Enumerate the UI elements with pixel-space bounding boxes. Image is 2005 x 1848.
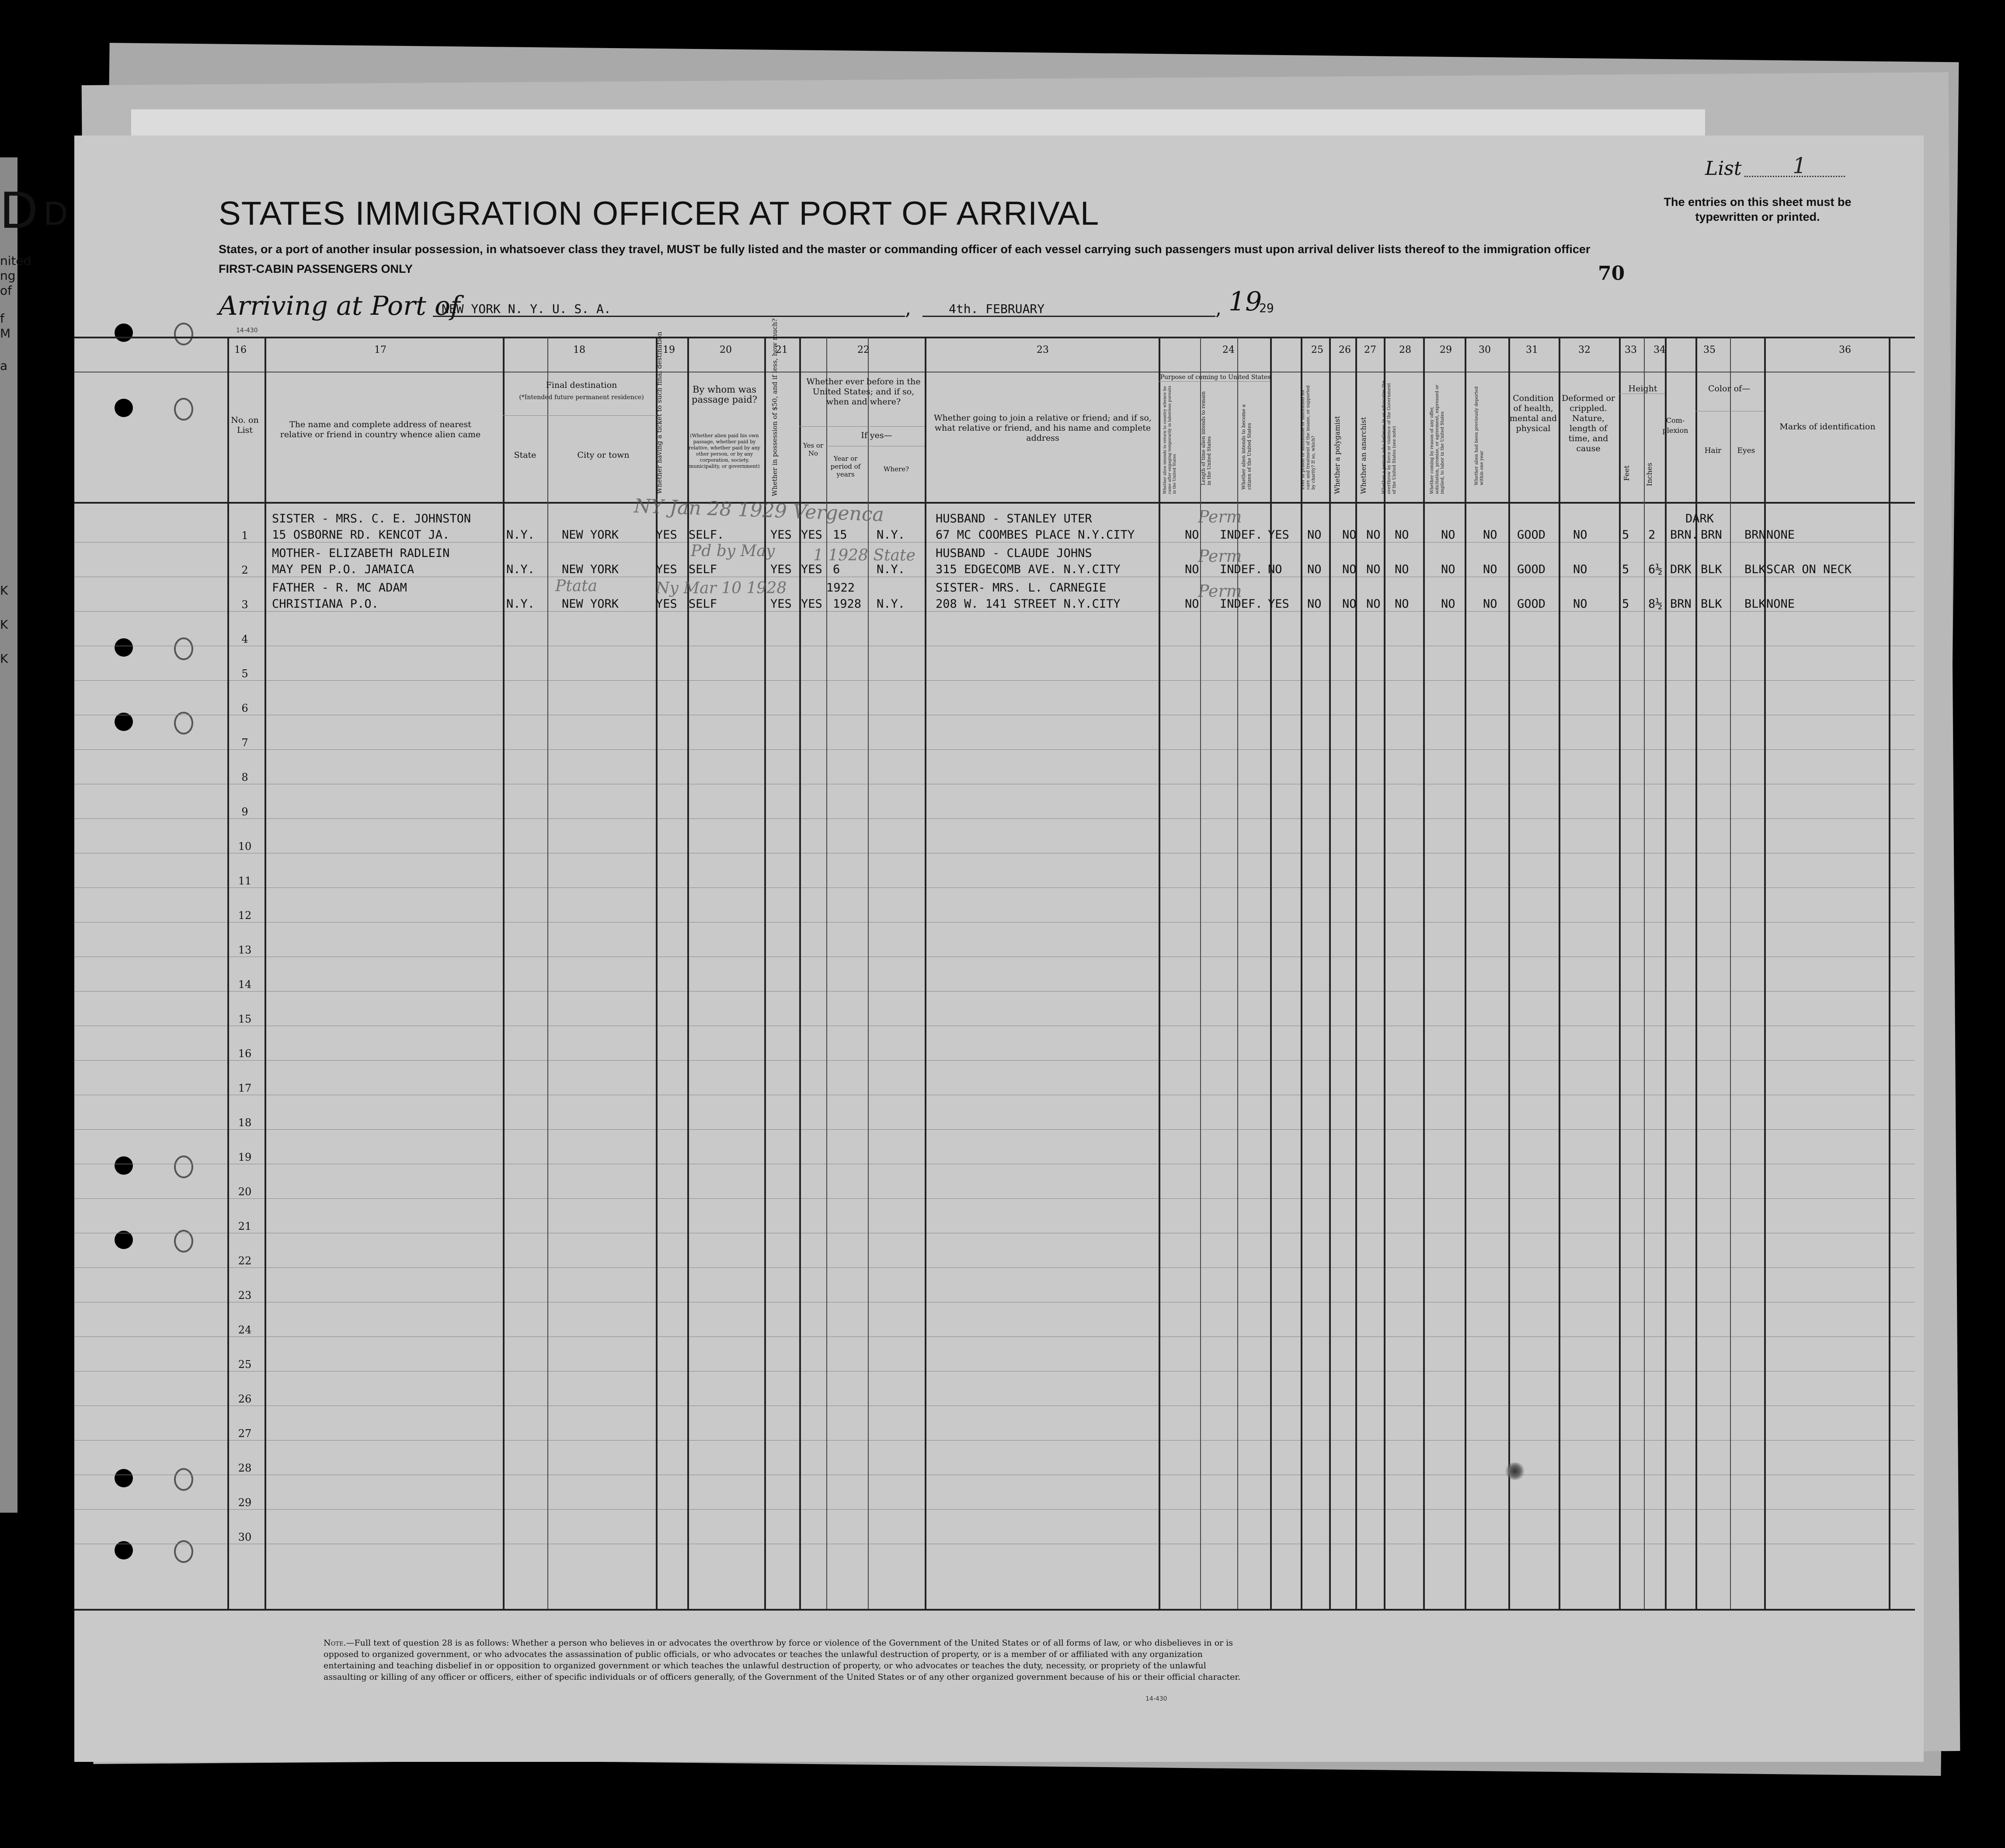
date-underline <box>922 316 1215 317</box>
header-hair: Hair <box>1704 446 1722 455</box>
cell-length: INDEF. <box>1220 597 1263 611</box>
cell-citizen: YES <box>1268 528 1289 542</box>
header-height: Height <box>1628 384 1657 393</box>
list-number: 1 <box>1793 153 1807 178</box>
column-rule <box>1200 338 1201 1609</box>
row-number: 10 <box>238 840 252 853</box>
column-number: 23 <box>1037 345 1049 355</box>
punch-hole-outline <box>174 1155 193 1178</box>
cell-return: NO <box>1185 563 1199 576</box>
header-return-intent: Whether alien intends to return to country whence he came after engaging temporarily in laborious pursuits in the United States <box>1163 386 1177 494</box>
header-eyes: Eyes <box>1737 446 1755 455</box>
column-rule <box>1384 338 1385 1609</box>
column-rule <box>1730 338 1731 1609</box>
punch-hole-outline <box>174 323 193 345</box>
header-bottom-rule <box>74 502 1915 504</box>
row-rule <box>74 1060 1915 1061</box>
cell-state: N.Y. <box>506 597 535 611</box>
arrival-port: NEW YORK N. Y. U. S. A. <box>442 302 611 316</box>
cell-years: 15 <box>833 528 847 542</box>
cell-return: NO <box>1185 597 1199 611</box>
column-rule <box>1508 338 1510 1609</box>
column-number: 20 <box>720 345 732 355</box>
cell-deformed: NO <box>1573 597 1587 611</box>
cell-deported: NO <box>1483 563 1497 576</box>
cell-complexion: DRK <box>1670 563 1692 576</box>
header-city: City or town <box>577 450 630 460</box>
cell-join-line2: 67 MC COOMBES PLACE N.Y.CITY <box>936 528 1135 542</box>
column-rule <box>1465 338 1466 1609</box>
cell-anarchist: NO <box>1366 597 1381 611</box>
cell-overthrow: NO <box>1395 563 1409 576</box>
header-passage-note: (Whether alien paid his own passage, whether paid by relative, whether paid by any other person, or by any corporation, society, municipality, or government) <box>689 433 760 469</box>
row-rule <box>74 1198 1915 1199</box>
cell-offer: NO <box>1441 563 1455 576</box>
row-rule <box>74 887 1915 888</box>
column-number: 31 <box>1526 345 1538 355</box>
cell-relative-line2: 15 OSBORNE RD. KENCOT JA. <box>272 528 450 542</box>
row-number: 12 <box>238 909 252 922</box>
cell-citizen: NO <box>1268 563 1282 576</box>
row-number: 2 <box>241 564 248 576</box>
cell-where: N.Y. <box>877 597 905 611</box>
header-purpose: Purpose of coming to United States <box>1160 374 1271 381</box>
cell-money: YES <box>770 597 792 611</box>
column-rule <box>1559 338 1560 1609</box>
cell-relative-line1: FATHER - R. MC ADAM <box>272 581 407 595</box>
row-number: 29 <box>238 1496 252 1509</box>
column-number: 26 <box>1339 345 1351 355</box>
header-anarchist: Whether an anarchist <box>1359 417 1368 494</box>
cell-anarchist: NO <box>1366 528 1381 542</box>
fragment-text: a <box>0 358 8 373</box>
header-overthrow: Whether a person who believes in or advocates the overthrow by force or violence of the Government of the United States (see note) <box>1382 380 1397 494</box>
row-number: 8 <box>241 771 248 783</box>
cell-years-top: 1922 <box>826 581 855 595</box>
header-health: Condition of health, mental and physical <box>1509 393 1557 433</box>
cell-health: GOOD <box>1517 528 1546 542</box>
header-citizen-intent: Whether alien intends to become a citizen of the United States <box>1241 404 1252 490</box>
column-number: 29 <box>1440 345 1452 355</box>
row-rule <box>74 1267 1915 1268</box>
column-rule <box>925 338 926 1609</box>
cell-complexion: BRN <box>1670 597 1692 611</box>
cell-city: NEW YORK <box>562 563 619 576</box>
row-number: 23 <box>238 1289 252 1302</box>
cell-ticket: YES <box>656 563 677 576</box>
cell-eyes: BLK <box>1744 597 1766 611</box>
header-length-of-stay: Length of time alien intends to remain in the United States <box>1201 391 1212 485</box>
cell-relative-line1: MOTHER- ELIZABETH RADLEIN <box>272 546 450 560</box>
cell-inches: 8½ <box>1648 597 1663 611</box>
row-rule <box>74 680 1915 681</box>
header-if-yes: If yes— <box>861 431 892 440</box>
title-fragment: D <box>44 195 68 232</box>
row-rule <box>74 818 1915 819</box>
row-number: 27 <box>238 1427 252 1440</box>
cell-polygamist: NO <box>1342 597 1357 611</box>
header-deported: Whether alien had been previously deported within one year <box>1474 386 1484 485</box>
row-number: 24 <box>238 1324 252 1336</box>
cell-offer: NO <box>1441 528 1455 542</box>
row-number: 5 <box>241 668 248 680</box>
list-label: List <box>1705 157 1742 180</box>
handwritten-note: NY Jan 28 1929 Vergenca <box>634 495 884 526</box>
header-marks: Marks of identification <box>1779 422 1876 432</box>
header-final-destination: Final destination <box>546 380 617 390</box>
cell-money: YES <box>770 563 792 576</box>
cell-where: N.Y. <box>877 528 905 542</box>
fragment-text: nited <box>0 254 31 268</box>
cell-health: GOOD <box>1517 597 1546 611</box>
row-number: 22 <box>238 1255 252 1267</box>
year-prefix: 19 <box>1229 286 1262 317</box>
header-relative-address: The name and complete address of nearest relative or friend in country whence alien came <box>280 420 481 439</box>
header-passage-paid: By whom was passage paid? <box>692 384 757 405</box>
column-number: 17 <box>374 345 386 355</box>
row-number: 14 <box>238 978 252 991</box>
adjacent-page-letter: D <box>0 181 38 239</box>
subheader-rule <box>799 426 925 427</box>
cell-complexion: BRN. <box>1670 528 1699 542</box>
handwritten-note: Ny Mar 10 1928 <box>656 579 787 597</box>
cell-eyes: BRN <box>1744 528 1766 542</box>
header-list-number: No. on List <box>231 415 259 435</box>
cell-join-line1: HUSBAND - STANLEY UTER <box>936 512 1092 526</box>
header-money: Whether in possession of $50, and if less, how much? <box>771 318 779 496</box>
cell-ticket: YES <box>656 528 677 542</box>
header-polygamist: Whether a polygamist <box>1333 416 1341 494</box>
row-rule <box>74 611 1915 612</box>
row-number: 16 <box>238 1048 252 1060</box>
column-rule <box>1159 338 1160 1609</box>
row-number: 26 <box>238 1393 252 1405</box>
column-number: 27 <box>1364 345 1376 355</box>
fragment-text: ng of <box>0 268 16 298</box>
cell-city: NEW YORK <box>562 528 619 542</box>
handwritten-note: Perm <box>1198 546 1242 566</box>
comma: , <box>1215 297 1222 320</box>
cell-marks: NONE <box>1766 597 1795 611</box>
punch-hole-outline <box>174 398 193 421</box>
column-rule <box>1665 338 1667 1609</box>
column-rule <box>227 338 229 1609</box>
header-join-relative: Whether going to join a relative or friend; and if so, what relative or friend, and his name and complete address <box>934 413 1152 443</box>
adjacent-page-fragment <box>0 181 38 666</box>
cell-deformed: NO <box>1573 528 1587 542</box>
ink-smudge <box>1504 1462 1526 1480</box>
row-number: 4 <box>241 633 248 645</box>
row-number: 17 <box>238 1082 252 1094</box>
column-rule <box>1423 338 1425 1609</box>
column-number: 32 <box>1578 345 1591 355</box>
cell-citizen: YES <box>1268 597 1289 611</box>
column-rule <box>868 338 869 1609</box>
paper-stack-top-edge <box>131 109 1705 136</box>
cell-overthrow: NO <box>1395 528 1409 542</box>
row-rule <box>74 991 1915 992</box>
cell-paid-by: SELF. <box>689 528 724 542</box>
fragment-text: f <box>0 311 4 326</box>
column-number: 35 <box>1703 345 1716 355</box>
page-title: STATES IMMIGRATION OFFICER AT PORT OF ARRIVAL <box>219 195 1100 232</box>
column-number: 33 <box>1625 345 1637 355</box>
handwritten-note: Pd by May <box>691 542 775 560</box>
cell-before: YES <box>801 528 822 542</box>
port-underline <box>433 316 905 317</box>
header-inches: Inches <box>1645 463 1653 486</box>
fragment-text: M <box>0 326 11 341</box>
cell-return: NO <box>1185 528 1199 542</box>
column-number: 18 <box>573 345 585 355</box>
handwritten-note: Perm <box>1198 507 1242 526</box>
manifest-sheet <box>74 136 1924 1762</box>
fragment-text: K <box>0 617 8 632</box>
cell-length: INDEF. <box>1220 528 1263 542</box>
cell-where: N.Y. <box>877 563 905 576</box>
row-rule <box>74 1509 1915 1510</box>
column-number: 22 <box>857 345 870 355</box>
header-color-of: Color of— <box>1708 384 1751 393</box>
column-rule <box>1301 338 1302 1609</box>
column-rule <box>1329 338 1331 1609</box>
cell-overthrow: NO <box>1395 597 1409 611</box>
question-28-footnote <box>324 1637 1242 1683</box>
row-number: 28 <box>238 1462 252 1474</box>
column-rule <box>265 338 266 1609</box>
column-rule <box>1619 338 1621 1609</box>
cell-hair: BLK <box>1701 597 1722 611</box>
column-number: 36 <box>1839 345 1851 355</box>
arrival-date: 4th. FEBRUARY <box>949 302 1045 316</box>
comma: , <box>905 297 911 320</box>
row-number: 18 <box>238 1117 252 1129</box>
header-prison: Ever in prison or almshouse or institution for care and treatment of the insane, or supported by charity? If so, which? <box>1301 385 1316 490</box>
fragment-text: K <box>0 651 8 666</box>
punch-hole-outline <box>174 1468 193 1491</box>
punch-hole <box>115 713 133 731</box>
cell-relative-line2: MAY PEN P.O. JAMAICA <box>272 563 414 576</box>
row-number: 13 <box>238 944 252 956</box>
column-number: 19 <box>663 345 675 355</box>
column-number: 16 <box>234 345 247 355</box>
cell-prison: NO <box>1307 563 1322 576</box>
handwritten-note: Ptata <box>555 577 598 595</box>
punch-hole <box>115 1469 133 1487</box>
table-bottom-rule <box>74 1609 1915 1611</box>
cell-join-line1: HUSBAND - CLAUDE JOHNS <box>936 546 1092 560</box>
row-number: 19 <box>238 1151 252 1163</box>
cell-before: YES <box>801 563 822 576</box>
cell-paid-by: SELF <box>689 597 717 611</box>
cell-eyes: BLK <box>1744 563 1766 576</box>
cell-polygamist: NO <box>1342 528 1357 542</box>
cell-ticket: YES <box>656 597 677 611</box>
cell-hair: BLK <box>1701 563 1722 576</box>
cell-feet: 5 <box>1622 597 1629 611</box>
instruction-text: States, or a port of another insular possession, in whatsoever class they travel, MUST be fully listed and the master or commanding officer of each vessel carrying such passengers must upon arrival deliver lists thereof to the immigration officer <box>219 243 1591 256</box>
cell-health: GOOD <box>1517 563 1546 576</box>
header-labor-offer: Whether coming by reason of any offer, solicitation, promise, or agreement, expressed or implied, to labor in the United States <box>1430 384 1445 494</box>
column-rule <box>1644 338 1645 1609</box>
row-number: 15 <box>238 1013 252 1025</box>
header-deformed: Deformed or crippled. Nature, length of time, and cause <box>1561 393 1615 453</box>
row-number: 3 <box>241 599 248 611</box>
header-feet: Feet <box>1622 465 1631 481</box>
punch-hole-outline <box>174 637 193 660</box>
punch-hole <box>115 638 133 657</box>
cell-deformed: NO <box>1573 563 1587 576</box>
row-number: 30 <box>238 1531 252 1543</box>
punch-hole <box>115 399 133 417</box>
arriving-label: Arriving at Port of <box>219 291 460 321</box>
row-number: 20 <box>238 1186 252 1198</box>
column-rule <box>1889 338 1890 1609</box>
header-years: Year or period of years <box>830 455 861 478</box>
cell-join-line2: 208 W. 141 STREET N.Y.CITY <box>936 597 1121 611</box>
cell-paid-by: SELF <box>689 563 717 576</box>
footer-form-number: 14-430 <box>1145 1695 1167 1702</box>
column-rule <box>764 338 766 1609</box>
column-number: 25 <box>1311 345 1323 355</box>
cell-years: 1928 <box>833 597 862 611</box>
column-number: 34 <box>1653 345 1666 355</box>
header-ticket: Whether having a ticket to such final destination <box>655 331 663 494</box>
header-where: Where? <box>883 465 909 473</box>
cell-state: N.Y. <box>506 563 535 576</box>
cell-before: YES <box>801 597 822 611</box>
column-number: 21 <box>776 345 788 355</box>
cell-complexion-top: DARK <box>1685 512 1714 526</box>
cell-marks: NONE <box>1766 528 1795 542</box>
cell-prison: NO <box>1307 528 1322 542</box>
cell-anarchist: NO <box>1366 563 1381 576</box>
row-rule <box>74 1129 1915 1130</box>
row-number: 21 <box>238 1220 252 1232</box>
cell-offer: NO <box>1441 597 1455 611</box>
punch-hole <box>115 1231 133 1249</box>
subheader-rule <box>503 415 658 416</box>
cell-state: N.Y. <box>506 528 535 542</box>
header-state: State <box>514 450 536 460</box>
sheet-number: 70 <box>1598 262 1625 285</box>
table-top-rule <box>74 337 1915 338</box>
header-before-in-us: Whether ever before in the United States; and if so, when and where? <box>806 377 921 407</box>
cell-polygamist: NO <box>1342 563 1357 576</box>
cell-deported: NO <box>1483 597 1497 611</box>
row-rule <box>74 1336 1915 1337</box>
column-number: 28 <box>1399 345 1411 355</box>
cell-join-line1: SISTER- MRS. L. CARNEGIE <box>936 581 1107 595</box>
cell-length: INDEF. <box>1220 563 1263 576</box>
cell-hair: BRN <box>1701 528 1722 542</box>
cell-relative-line2: CHRISTIANA P.O. <box>272 597 379 611</box>
row-number: 1 <box>241 529 248 542</box>
cell-years: 6 <box>833 563 840 576</box>
handwritten-note: Perm <box>1198 581 1242 601</box>
row-rule <box>74 1440 1915 1441</box>
cell-marks: SCAR ON NECK <box>1766 563 1852 576</box>
punch-hole <box>115 1156 133 1175</box>
column-rule <box>503 338 505 1609</box>
cell-deported: NO <box>1483 528 1497 542</box>
cell-money: YES <box>770 528 792 542</box>
cell-relative-line1: SISTER - MRS. C. E. JOHNSTON <box>272 512 471 526</box>
fragment-text: K <box>0 583 8 598</box>
column-number: 30 <box>1479 345 1491 355</box>
header-yes-no: Yes or No <box>803 442 824 457</box>
form-number: 14-430 <box>236 327 258 334</box>
handwritten-note: 1 1928 State <box>813 546 915 564</box>
entries-note: The entries on this sheet must be typewritten or printed. <box>1664 195 1852 223</box>
row-number: 9 <box>241 806 248 818</box>
header-complexion: Com- plexion <box>1662 416 1688 435</box>
cell-join-line2: 315 EDGECOMB AVE. N.Y.CITY <box>936 563 1121 576</box>
cell-city: NEW YORK <box>562 597 619 611</box>
cell-feet: 5 <box>1622 563 1629 576</box>
column-rule <box>826 338 827 1609</box>
cell-prison: NO <box>1307 597 1322 611</box>
punch-hole <box>115 324 133 342</box>
column-number: 24 <box>1222 345 1235 355</box>
row-number: 7 <box>241 737 248 749</box>
cell-inches: 2 <box>1648 528 1656 542</box>
footnote-text: —Full text of question 28 is as follows: Whether a person who believes in or advocates the overthrow by force or violence of the Government of the United States or of all forms of law, or who disbelieves in or is opposed to organized government, or who advocates the assassination of public officials, or who advocates or teaches the unlawful destruction of property, or is a member of or affiliated with any organization entertaining and teaching disbelief in or opposition to organized government or which teaches the unlawful destruction of property, or who advocates or teaches the duty, necessity, or propriety of the unlawful assaulting or killing of any officer or officers, either of specific individuals or of officers generally, of the Government of the United States or of any other organized government because of his or their official character. <box>324 1638 1241 1682</box>
row-rule <box>74 749 1915 750</box>
cell-feet: 5 <box>1622 528 1629 542</box>
row-number: 11 <box>238 875 252 887</box>
row-number: 25 <box>238 1358 252 1371</box>
row-number: 6 <box>241 702 248 714</box>
cell-inches: 6½ <box>1648 563 1663 576</box>
row-rule <box>74 542 1915 543</box>
year-suffix: 29 <box>1259 301 1274 315</box>
header-destination-note: (*Intended future permanent residence) <box>519 394 644 401</box>
passenger-class: FIRST-CABIN PASSENGERS ONLY <box>219 262 413 275</box>
column-rule <box>547 338 548 1609</box>
footnote-label: Note. <box>324 1638 346 1648</box>
